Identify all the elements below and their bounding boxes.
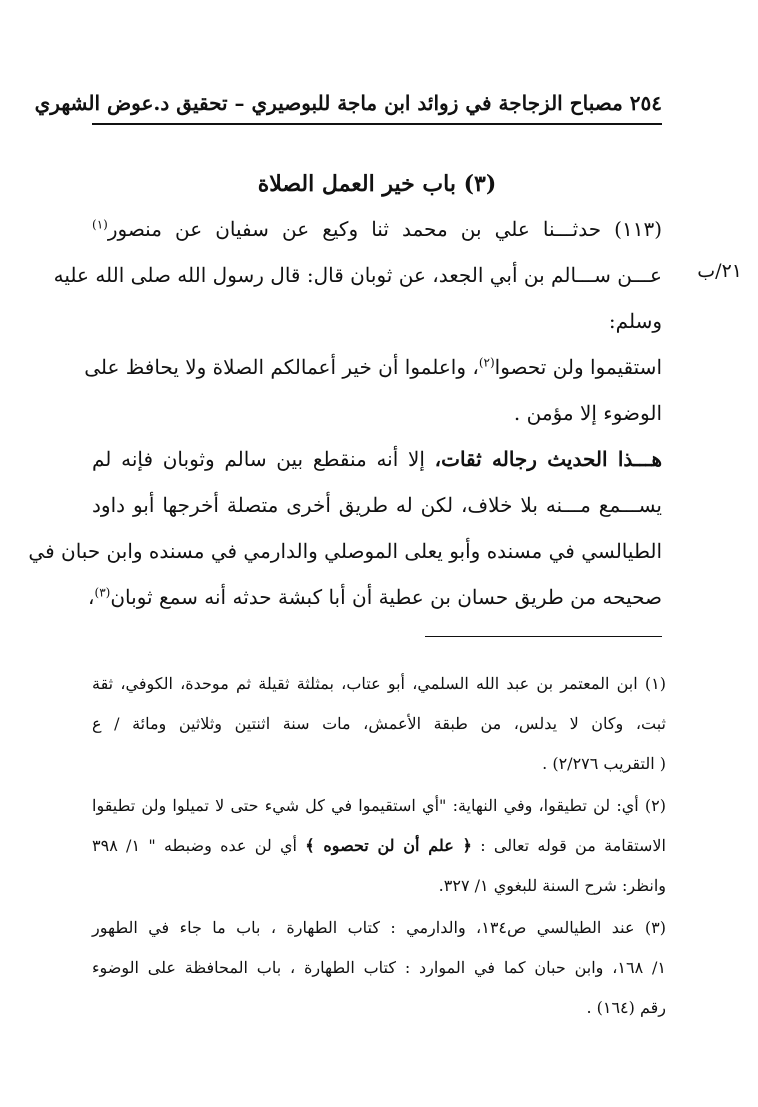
footnote-ref-1: (١) [92,217,108,232]
body-line-7: يســـمع مـــنه بلا خلاف، لكن له طريق أخرى متصلة أخرجها أبو داود [92,493,662,517]
chapter-title: (٣) باب خير العمل الصلاة [257,171,497,197]
body-line-5: الوضوء إلا مؤمن . [513,401,662,425]
quran-quote: ﴿ علم أن لن تحصوه ﴾ [305,836,472,855]
hadith-text-start: استقيموا ولن تحصوا [494,355,662,379]
hadith-text-cont: ، واعلموا أن خير أعمالكم الصلاة ولا يحافظ على [84,355,479,379]
body-line-8: الطيالسي في مسنده وأبو يعلى الموصلي والدارمي في مسنده وابن حبان في [28,539,662,563]
margin-folio-note: ٢١/ب [697,260,742,282]
body-line-9-text: صحيحه من طريق حسان بن عطية أن أبا كبشة حدثه أنه سمع ثوبان [110,585,662,609]
footnote-3-line-1: (٣) عند الطيالسي ص١٣٤، والدارمي : كتاب الطهارة ، باب ما جاء في الطهور [92,918,666,937]
body-line-6 [92,436,662,482]
footnote-1-line-1: (١) ابن المعتمر بن عبد الله السلمي، أبو عتاب، بمثلثة ثقيلة ثم موحدة، الكوفي، ثقة [92,674,666,693]
footnote-2-text: الاستقامة من قوله تعالى : [480,836,666,855]
hadith-chain-start: (١١٣) حدثـــنا علي بن محمد ثنا وكيع عن سفيان عن منصور [107,217,662,241]
grading-text: إلا أنه منقطع بين سالم وثوبان فإنه لم [92,447,435,471]
body-line-3: وسلم: [608,309,662,333]
footnote-2-line-1: (٢) أي: لن تطيقوا، وفي النهاية: "أي استقيموا في كل شيء حتى لا تميلوا ولن تطيقوا [92,796,666,815]
footnote-2-line-2 [92,826,666,866]
body-line-9-comma: ، [88,585,95,609]
footnote-3-line-3: رقم (١٦٤) . [586,998,666,1017]
body-line-4 [84,344,662,390]
footnote-2-text-cont: أي لن عده وضبطه " ١/ ٣٩٨ [92,836,306,855]
footnote-1-line-2: ثبت، وكان لا يدلس، من طبقة الأعمش، مات سنة اثنتين وثلاثين ومائة / ع [92,714,666,733]
footnote-ref-2: (٢) [478,355,495,370]
footnote-ref-3: (٣) [94,585,111,600]
running-header: ٢٥٤ مصباح الزجاجة في زوائد ابن ماجة للبوصيري – تحقيق د.عوض الشهري [34,91,662,115]
footnote-3-line-2: ١/ ١٦٨، وابن حبان كما في الموارد : كتاب الطهارة ، باب المحافظة على الوضوء [92,958,667,977]
footnote-2-line-3: وانظر: شرح السنة للبغوي ١/ ٣٢٧. [438,876,666,895]
header-rule [92,123,662,125]
footnote-1-line-3: ( التقريب ٢/٢٧٦) . [542,754,666,773]
body-line-9 [88,574,662,620]
footnote-separator [425,636,662,637]
body-line-2: عـــن ســـالم بن أبي الجعد، عن ثوبان قال: قال رسول الله صلى الله عليه [53,263,662,287]
body-line-1 [92,206,662,252]
grading-heading: هـــذا الحديث رجاله ثقات، [434,447,663,471]
